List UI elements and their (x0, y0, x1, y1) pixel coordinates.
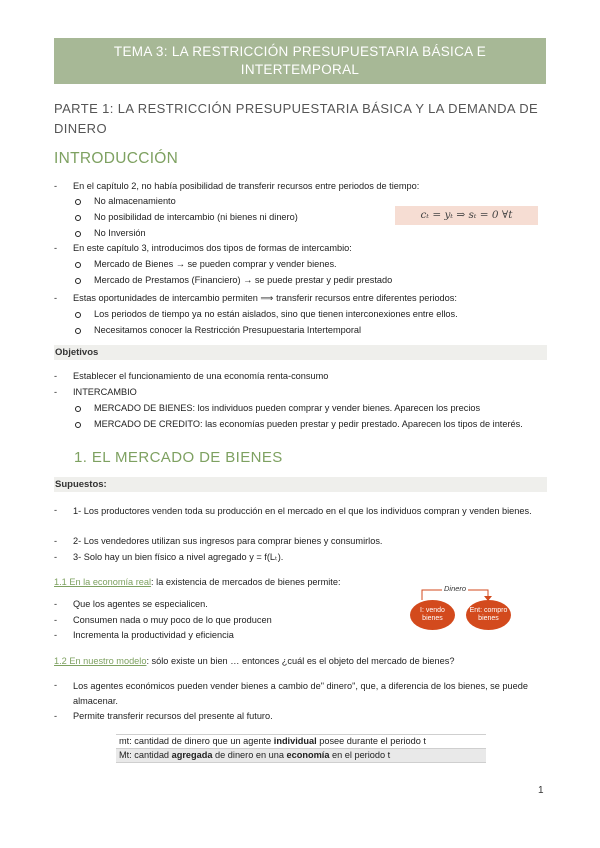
bullet-dash: - (54, 293, 58, 303)
table-text: en el periodo t (329, 750, 391, 760)
sub11-item-3: Incrementa la productividad y eficiencia (73, 630, 234, 640)
bullet-dash: - (54, 615, 58, 625)
title-banner (54, 38, 546, 84)
subsection-1-1-title: 1.1 En la economía real (54, 577, 152, 587)
supuestos-band (54, 477, 547, 492)
objetivos-sub-1: MERCADO DE BIENES: los individuos pueden comprar y vender bienes. Aparecen los precios (94, 403, 481, 413)
buyer-node: Ent: compro bienes (466, 600, 511, 630)
subsection-1-1-text: : la existencia de mercados de bienes permite: (151, 577, 341, 587)
arrow-label: Dinero (444, 584, 467, 593)
bullet-dash: - (54, 630, 58, 640)
intro-heading: INTRODUCCIÓN (54, 150, 179, 167)
bullet-dash: - (54, 505, 58, 515)
supuesto-3: 3- Solo hay un bien físico a nivel agregado y = f(Lₜ). (73, 552, 284, 562)
sub-bullet-circle (75, 215, 81, 221)
bullet-dash: - (54, 536, 58, 546)
supuestos-label: Supuestos: (55, 479, 107, 490)
bullet-dash: - (54, 371, 58, 381)
table-row (116, 748, 486, 763)
sub-bullet-circle (75, 406, 81, 412)
table-bold-text: agregada (171, 750, 213, 760)
table-text: mt: cantidad de dinero que un agente (119, 736, 274, 746)
bullet-dash: - (54, 599, 58, 609)
bullet-dash: - (54, 243, 58, 253)
sub11-item-2: Consumen nada o muy poco de lo que producen (73, 615, 272, 625)
objetivos-sub-2: MERCADO DE CREDITO: las economías pueden prestar y pedir prestado. Aparecen los tipos de interés. (94, 419, 523, 429)
sub-bullet-circle (75, 278, 81, 284)
objetivos-band (54, 345, 547, 360)
document-title: TEMA 3: LA RESTRICCIÓN PRESUPUESTARIA BÁSICA E INTERTEMPORAL (113, 44, 487, 77)
sub-bullet-circle (75, 328, 81, 334)
intro-sub-7: Necesitamos conocer la Restricción Presupuestaria Intertemporal (94, 325, 362, 335)
subsection-1-2-text: : sólo existe un bien … entonces ¿cuál es el objeto del mercado de bienes? (146, 656, 455, 666)
sub-bullet-circle (75, 312, 81, 318)
sub-bullet-circle (75, 262, 81, 268)
bullet-dash: - (54, 711, 58, 721)
bullet-dash: - (54, 181, 58, 191)
sub12-item-1: Los agentes económicos pueden vender bienes a cambio de" dinero", que, a diferencia de los bienes, se puede almacenar. (73, 681, 528, 706)
sub-bullet-circle (75, 231, 81, 237)
intro-sub-5: Mercado de Prestamos (Financiero) → se puede prestar y pedir prestado (94, 275, 393, 285)
supuesto-1: 1- Los productores venden toda su producción en el mercado en el que los individuos compran y venden bienes. (73, 506, 532, 516)
sub12-item-2: Permite transferir recursos del presente al futuro. (73, 711, 273, 721)
bullet-dash: - (54, 387, 58, 397)
sub-bullet-circle (75, 422, 81, 428)
intro-sub-4: Mercado de Bienes → se pueden comprar y vender bienes. (94, 259, 337, 269)
sub-bullet-circle (75, 199, 81, 205)
objetivos-bullet-2: INTERCAMBIO (73, 387, 137, 397)
page-number: 1 (538, 785, 544, 796)
objetivos-label: Objetivos (55, 347, 99, 358)
intro-bullet-1: En el capítulo 2, no había posibilidad de transferir recursos entre periodos de tiempo: (73, 181, 420, 191)
bullet-dash: - (54, 552, 58, 562)
money-definitions-table (116, 734, 486, 763)
intro-bullet-2: En este capítulo 3, introducimos dos tipos de formas de intercambio: (73, 243, 352, 253)
section-1-heading: 1. EL MERCADO DE BIENES (74, 449, 283, 466)
part-heading: PARTE 1: LA RESTRICCIÓN PRESUPUESTARIA BÁSICA Y LA DEMANDA DE DINERO (54, 101, 539, 136)
intro-sub-2: No posibilidad de intercambio (ni bienes ni dinero) (94, 212, 298, 222)
bullet-dash: - (54, 680, 58, 690)
exchange-diagram (410, 586, 530, 636)
subsection-1-1 (54, 576, 341, 588)
objetivos-bullet-1: Establecer el funcionamiento de una economía renta-consumo (73, 371, 329, 381)
equation-box: cₜ = yₜ ⇒ sₜ = 0 ∀t (395, 206, 538, 225)
table-bold-text: individual (273, 736, 317, 746)
subsection-1-2-title: 1.2 En nuestro modelo (54, 656, 147, 666)
supuesto-2: 2- Los vendedores utilizan sus ingresos para comprar bienes y consumirlos. (73, 536, 383, 546)
table-bold-text: economía (286, 750, 330, 760)
seller-node: I: vendo bienes (410, 600, 455, 630)
sub11-item-1: Que los agentes se especialicen. (73, 599, 208, 609)
subsection-1-2 (54, 655, 454, 667)
table-row (116, 734, 486, 748)
intro-sub-6: Los periodos de tiempo ya no están aislados, sino que tienen interconexiones entre ellos. (94, 309, 458, 319)
table-text: de dinero en una (212, 750, 287, 760)
table-text: Mt: cantidad (119, 750, 172, 760)
intro-sub-3: No Inversión (94, 228, 146, 238)
intro-bullet-3: Estas oportunidades de intercambio permiten ⟹ transferir recursos entre diferentes periodos: (73, 293, 457, 303)
table-text: posee durante el periodo t (316, 736, 426, 746)
intro-sub-1: No almacenamiento (94, 196, 176, 206)
